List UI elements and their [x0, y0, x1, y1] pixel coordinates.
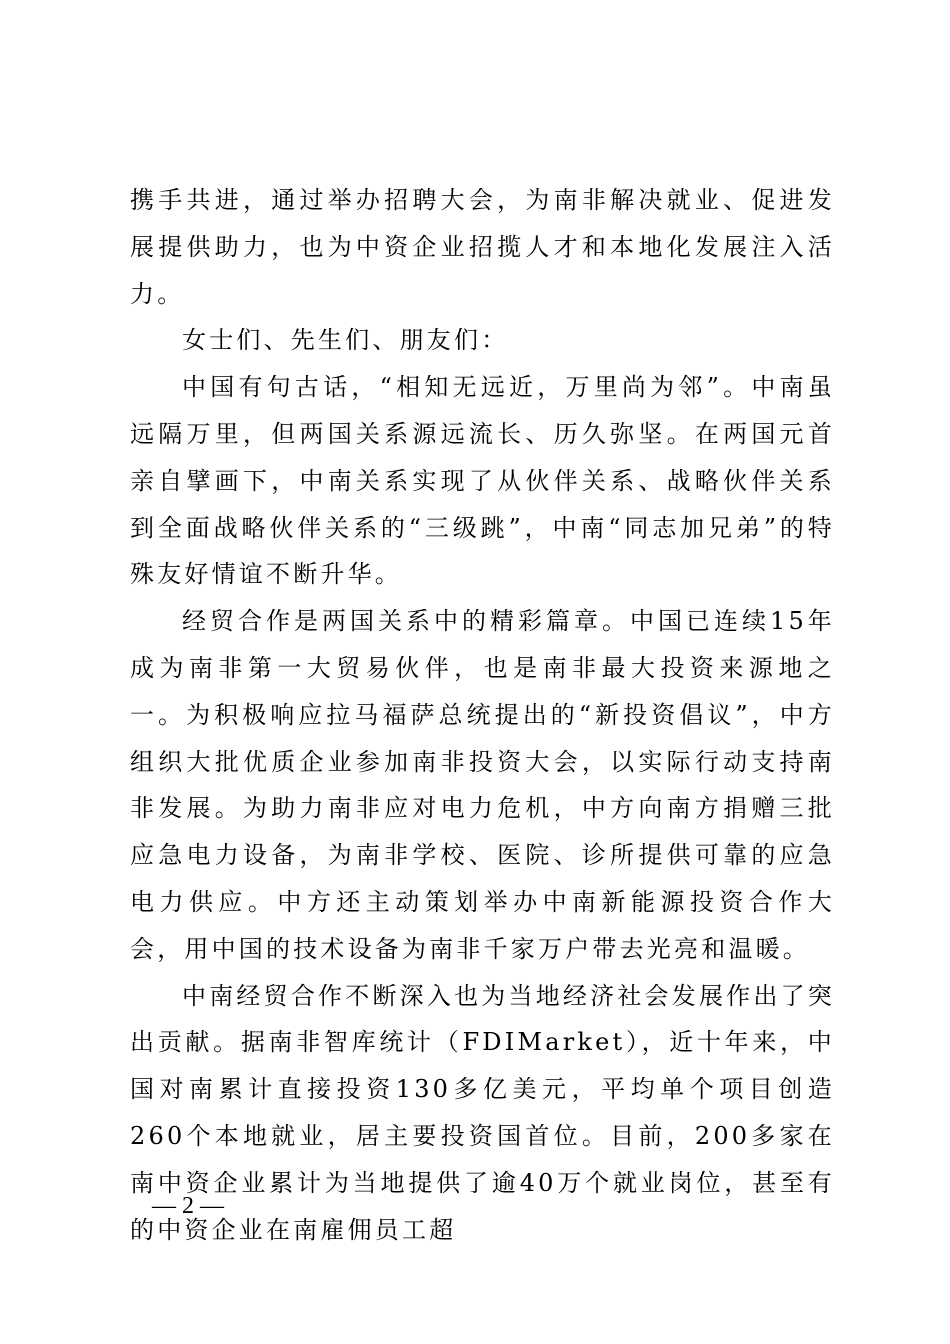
- page-number: — 2 —: [152, 1193, 224, 1219]
- paragraph-continuation: 携手共进，通过举办招聘大会，为南非解决就业、促进发展提供助力，也为中资企业招揽人才和本地化发展注入活力。: [130, 186, 835, 308]
- paragraph-economic-contribution: 中南经贸合作不断深入也为当地经济社会发展作出了突出贡献。据南非智库统计（FDIMarket），近十年来，中国对南累计直接投资130多亿美元，平均单个项目创造260个本地就业，居主要投资国首位。目前，200多家在南中资企业累计为当地提供了逾40万个就业岗位，甚至有的中资企业在南雇佣员工超: [130, 981, 835, 1244]
- paragraph-relations: 中国有句古话，“相知无远近，万里尚为邻”。中南虽远隔万里，但两国关系源远流长、历久弥坚。在两国元首亲自擘画下，中南关系实现了从伙伴关系、战略伙伴关系到全面战略伙伴关系的“三级跳”，中南“同志加兄弟”的特殊友好情谊不断升华。: [130, 373, 835, 589]
- body-text: [130, 177, 835, 1253]
- paragraph-salutation: 女士们、先生们、朋友们：: [182, 326, 509, 355]
- paragraph-trade-cooperation: 经贸合作是两国关系中的精彩篇章。中国已连续15年成为南非第一大贸易伙伴，也是南非最大投资来源地之一。为积极响应拉马福萨总统提出的“新投资倡议”，中方组织大批优质企业参加南非投资大会，以实际行动支持南非发展。为助力南非应对电力危机，中方向南方捐赠三批应急电力设备，为南非学校、医院、诊所提供可靠的应急电力供应。中方还主动策划举办中南新能源投资合作大会，用中国的技术设备为南非千家万户带去光亮和温暖。: [130, 607, 835, 963]
